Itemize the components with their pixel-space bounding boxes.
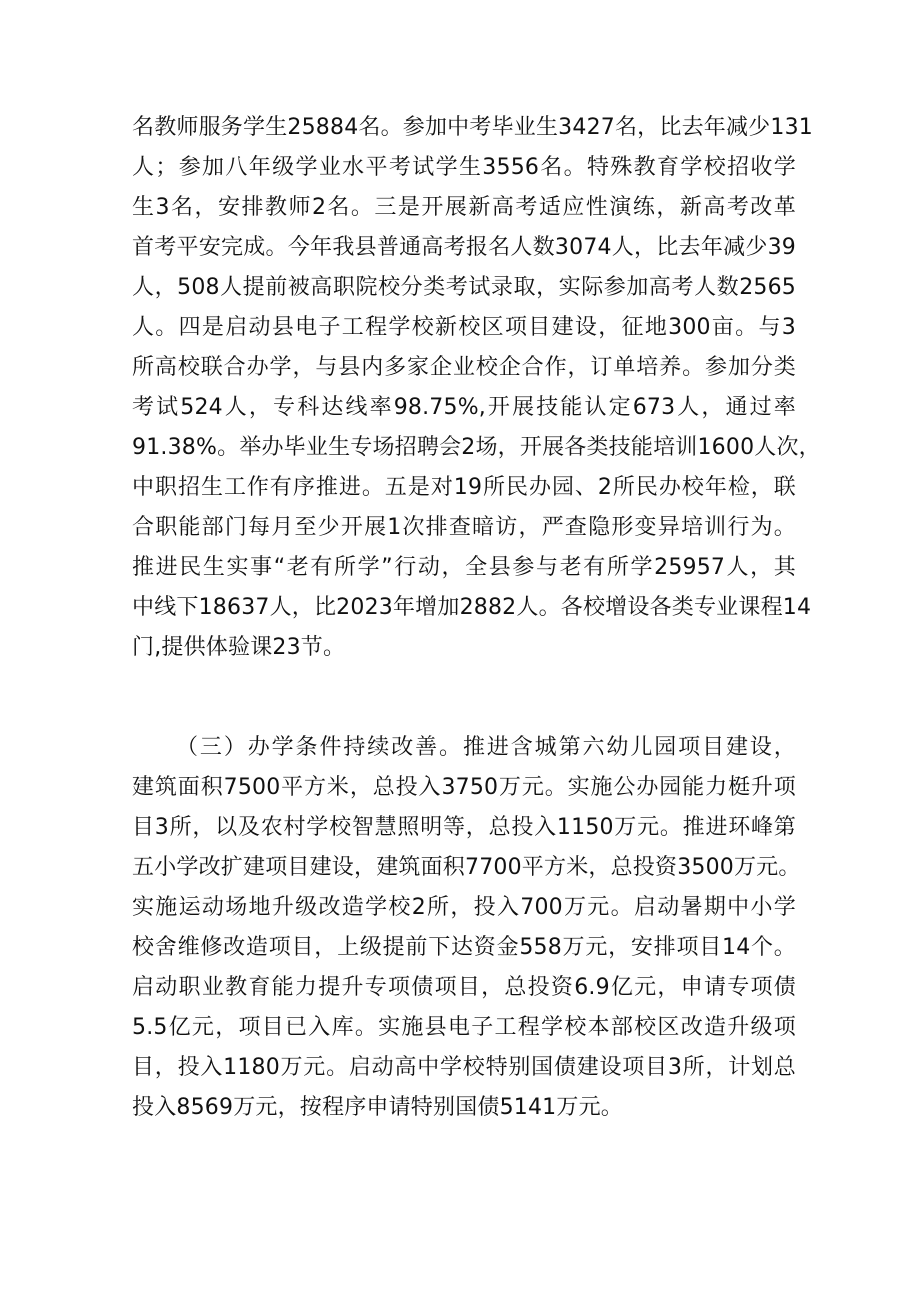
text-line: 人，508人提前被高职院校分类考试录取，实际参加高考人数2565 xyxy=(132,275,796,300)
text-line: 生3名，安排教师2名。三是开展新高考适应性演练，新高考改革 xyxy=(132,195,796,220)
text-line: 考试524人，专科达线率98.75%,开展技能认定673人，通过率 xyxy=(132,395,796,420)
text-line: 首考平安完成。今年我县普通高考报名人数3074人，比去年减少39 xyxy=(132,235,796,260)
text-line: 实施运动场地升级改造学校2所，投入700万元。启动暑期中小学 xyxy=(132,895,796,920)
text-line: 启动职业教育能力提升专项债项目，总投资6.9亿元，申请专项债 xyxy=(132,975,796,1000)
text-line: 建筑面积7500平方米，总投入3750万元。实施公办园能力梃升项 xyxy=(132,775,796,800)
text-line: 中线下18637人，比2023年增加2882人。各校增设各类专业课程14 xyxy=(132,595,812,620)
text-line: 名教师服务学生25884名。参加中考毕业生3427名，比去年减少131 xyxy=(132,115,813,140)
text-line: 人；参加八年级学业水平考试学生3556名。特殊教育学校招收学 xyxy=(132,155,796,180)
text-line: 投入8569万元，按程序申请特别国债5141万元。 xyxy=(132,1095,623,1120)
text-line: 所高校联合办学，与县内多家企业校企合作，订单培养。参加分类 xyxy=(132,355,796,380)
text-line: 91.38%。举办毕业生专场招聘会2场，开展各类技能培训1600人次， xyxy=(132,435,821,460)
text-line: 五小学改扩建项目建设，建筑面积7700平方米，总投资3500万元。 xyxy=(132,855,801,880)
text-line: 目3所，以及农村学校智慧照明等，总投入1150万元。推进环峰第 xyxy=(132,815,796,840)
paragraph-2 xyxy=(132,728,801,1128)
paragraph-1 xyxy=(132,108,821,668)
text-line: 目，投入1180万元。启动高中学校特别国债建设项目3所，计划总 xyxy=(132,1055,796,1080)
text-line: 中职招生工作有序推进。五是对19所民办园、2所民办校年检，联 xyxy=(132,475,796,500)
text-line: 推进民生实事“老有所学”行动，全县参与老有所学25957人，其 xyxy=(132,555,796,580)
text-line: 合职能部门每月至少开展1次排查暗访，严查隐形变异培训行为。 xyxy=(132,515,796,540)
text-line: 校舍维修改造项目，上级提前下达资金558万元，安排项目14个。 xyxy=(132,935,796,960)
text-line: 门,提供体验课23节。 xyxy=(132,635,346,660)
section-heading-line: （三）办学条件持续改善。推进含城第六幼儿园项目建设， xyxy=(176,735,796,760)
text-line: 5.5亿元，项目已入库。实施县电子工程学校本部校区改造升级项 xyxy=(132,1015,796,1040)
text-line: 人。四是启动县电子工程学校新校区项目建设，征地300亩。与3 xyxy=(132,315,796,340)
